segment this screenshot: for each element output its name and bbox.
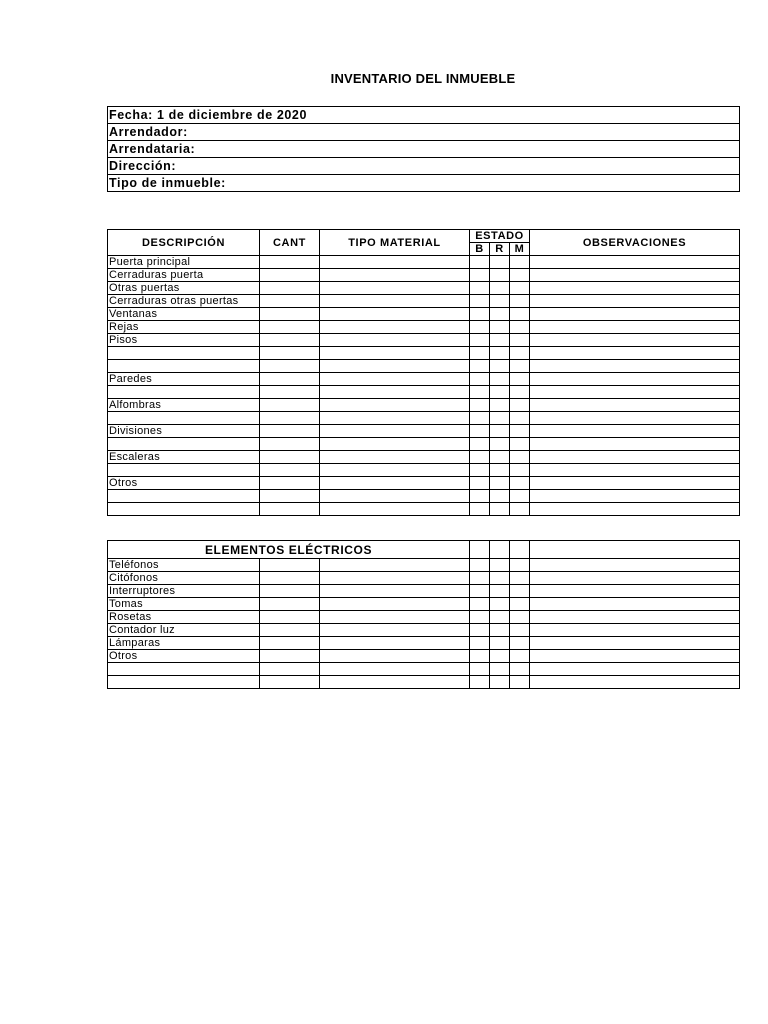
row-description: Teléfonos — [108, 559, 260, 572]
row-cant — [260, 360, 320, 373]
row-estado-m — [510, 650, 530, 663]
row-cant — [260, 663, 320, 676]
row-observaciones — [530, 295, 740, 308]
row-cant — [260, 425, 320, 438]
row-tipo-material — [320, 334, 470, 347]
row-cant — [260, 451, 320, 464]
row-tipo-material — [320, 663, 470, 676]
row-estado-b — [470, 438, 490, 451]
row-description — [108, 438, 260, 451]
table-row — [108, 386, 740, 399]
row-tipo-material — [320, 611, 470, 624]
row-observaciones — [530, 598, 740, 611]
row-estado-m — [510, 386, 530, 399]
row-observaciones — [530, 347, 740, 360]
row-estado-r — [490, 282, 510, 295]
row-observaciones — [530, 438, 740, 451]
row-description: Otros — [108, 477, 260, 490]
row-cant — [260, 269, 320, 282]
table-row — [108, 256, 740, 269]
row-cant — [260, 399, 320, 412]
row-tipo-material — [320, 295, 470, 308]
row-tipo-material — [320, 477, 470, 490]
row-observaciones — [530, 464, 740, 477]
row-estado-b — [470, 490, 490, 503]
table-row — [108, 559, 740, 572]
row-estado-r — [490, 559, 510, 572]
row-description: Pisos — [108, 334, 260, 347]
row-estado-m — [510, 373, 530, 386]
row-estado-b — [470, 611, 490, 624]
table-row — [108, 503, 740, 516]
header-descripcion: DESCRIPCIÓN — [108, 230, 260, 256]
header-cell — [510, 541, 530, 559]
header-cell — [530, 541, 740, 559]
row-estado-b — [470, 425, 490, 438]
row-estado-m — [510, 412, 530, 425]
row-tipo-material — [320, 438, 470, 451]
row-description: Rosetas — [108, 611, 260, 624]
row-estado-r — [490, 438, 510, 451]
row-description — [108, 360, 260, 373]
row-estado-m — [510, 572, 530, 585]
arrendataria-field: Arrendataria: — [108, 141, 740, 158]
table-row — [108, 624, 740, 637]
row-estado-r — [490, 490, 510, 503]
table-row — [108, 334, 740, 347]
row-estado-b — [470, 412, 490, 425]
row-estado-r — [490, 503, 510, 516]
table-row — [108, 650, 740, 663]
row-estado-m — [510, 321, 530, 334]
row-cant — [260, 438, 320, 451]
table-row — [108, 637, 740, 650]
header-estado: ESTADO — [470, 230, 530, 243]
row-observaciones — [530, 282, 740, 295]
row-observaciones — [530, 490, 740, 503]
row-tipo-material — [320, 503, 470, 516]
row-estado-b — [470, 637, 490, 650]
row-estado-r — [490, 572, 510, 585]
row-estado-b — [470, 399, 490, 412]
property-info-table — [107, 106, 740, 192]
header-observaciones: OBSERVACIONES — [530, 230, 740, 256]
row-description — [108, 386, 260, 399]
row-estado-m — [510, 438, 530, 451]
table-row — [108, 360, 740, 373]
row-estado-r — [490, 425, 510, 438]
row-estado-r — [490, 585, 510, 598]
row-tipo-material — [320, 412, 470, 425]
row-estado-m — [510, 360, 530, 373]
table-row — [108, 412, 740, 425]
row-tipo-material — [320, 360, 470, 373]
header-cell — [490, 541, 510, 559]
row-estado-b — [470, 559, 490, 572]
table-row — [108, 676, 740, 689]
row-estado-r — [490, 412, 510, 425]
row-observaciones — [530, 373, 740, 386]
table-row — [108, 451, 740, 464]
row-cant — [260, 650, 320, 663]
row-estado-r — [490, 295, 510, 308]
table-row — [108, 399, 740, 412]
row-estado-r — [490, 624, 510, 637]
row-estado-r — [490, 451, 510, 464]
table-row — [108, 663, 740, 676]
header-cant: CANT — [260, 230, 320, 256]
row-estado-r — [490, 321, 510, 334]
row-estado-b — [470, 676, 490, 689]
row-observaciones — [530, 386, 740, 399]
row-cant — [260, 624, 320, 637]
row-cant — [260, 334, 320, 347]
row-estado-b — [470, 624, 490, 637]
row-description: Rejas — [108, 321, 260, 334]
row-cant — [260, 490, 320, 503]
row-estado-m — [510, 477, 530, 490]
row-cant — [260, 598, 320, 611]
table-row — [108, 477, 740, 490]
row-tipo-material — [320, 321, 470, 334]
row-cant — [260, 295, 320, 308]
row-estado-m — [510, 256, 530, 269]
table-row — [108, 438, 740, 451]
row-estado-r — [490, 650, 510, 663]
row-observaciones — [530, 624, 740, 637]
row-tipo-material — [320, 559, 470, 572]
row-estado-m — [510, 347, 530, 360]
row-observaciones — [530, 663, 740, 676]
table-row — [108, 373, 740, 386]
row-observaciones — [530, 503, 740, 516]
row-description: Contador luz — [108, 624, 260, 637]
row-description: Paredes — [108, 373, 260, 386]
row-tipo-material — [320, 637, 470, 650]
row-estado-r — [490, 386, 510, 399]
row-estado-m — [510, 637, 530, 650]
row-estado-r — [490, 598, 510, 611]
row-estado-r — [490, 399, 510, 412]
row-estado-m — [510, 425, 530, 438]
row-tipo-material — [320, 624, 470, 637]
row-tipo-material — [320, 308, 470, 321]
row-tipo-material — [320, 425, 470, 438]
row-cant — [260, 282, 320, 295]
row-estado-b — [470, 572, 490, 585]
row-observaciones — [530, 425, 740, 438]
tipo-inmueble-field: Tipo de inmueble: — [108, 175, 740, 192]
row-estado-m — [510, 624, 530, 637]
header-tipo-material: TIPO MATERIAL — [320, 230, 470, 256]
row-estado-m — [510, 282, 530, 295]
row-cant — [260, 477, 320, 490]
table-row — [108, 308, 740, 321]
header-estado-b: B — [470, 243, 490, 256]
row-estado-r — [490, 269, 510, 282]
row-tipo-material — [320, 451, 470, 464]
row-estado-m — [510, 663, 530, 676]
arrendador-field: Arrendador: — [108, 124, 740, 141]
row-description: Otras puertas — [108, 282, 260, 295]
row-estado-m — [510, 611, 530, 624]
row-tipo-material — [320, 269, 470, 282]
row-estado-b — [470, 585, 490, 598]
row-tipo-material — [320, 676, 470, 689]
row-tipo-material — [320, 598, 470, 611]
row-estado-b — [470, 295, 490, 308]
row-estado-r — [490, 611, 510, 624]
row-description: Interruptores — [108, 585, 260, 598]
row-description — [108, 503, 260, 516]
row-description: Divisiones — [108, 425, 260, 438]
row-cant — [260, 637, 320, 650]
table-row — [108, 321, 740, 334]
row-description: Escaleras — [108, 451, 260, 464]
row-estado-b — [470, 598, 490, 611]
row-estado-m — [510, 503, 530, 516]
row-estado-m — [510, 676, 530, 689]
row-cant — [260, 412, 320, 425]
row-estado-m — [510, 464, 530, 477]
row-observaciones — [530, 412, 740, 425]
row-estado-m — [510, 598, 530, 611]
row-estado-m — [510, 269, 530, 282]
row-description: Cerraduras otras puertas — [108, 295, 260, 308]
row-estado-m — [510, 585, 530, 598]
header-estado-r: R — [490, 243, 510, 256]
table-row — [108, 347, 740, 360]
row-observaciones — [530, 650, 740, 663]
row-estado-r — [490, 347, 510, 360]
fecha-field: Fecha: 1 de diciembre de 2020 — [108, 107, 740, 124]
row-cant — [260, 559, 320, 572]
row-estado-r — [490, 360, 510, 373]
table-row — [108, 598, 740, 611]
row-description: Otros — [108, 650, 260, 663]
row-description: Tomas — [108, 598, 260, 611]
row-observaciones — [530, 559, 740, 572]
electrical-table — [107, 540, 740, 689]
row-estado-r — [490, 637, 510, 650]
row-estado-r — [490, 676, 510, 689]
row-estado-m — [510, 308, 530, 321]
row-observaciones — [530, 637, 740, 650]
row-tipo-material — [320, 464, 470, 477]
row-observaciones — [530, 256, 740, 269]
row-description — [108, 464, 260, 477]
row-estado-m — [510, 295, 530, 308]
row-tipo-material — [320, 347, 470, 360]
row-estado-b — [470, 334, 490, 347]
row-estado-b — [470, 503, 490, 516]
row-estado-r — [490, 464, 510, 477]
row-description: Alfombras — [108, 399, 260, 412]
row-tipo-material — [320, 373, 470, 386]
row-estado-r — [490, 256, 510, 269]
row-description: Citófonos — [108, 572, 260, 585]
row-estado-m — [510, 559, 530, 572]
row-tipo-material — [320, 490, 470, 503]
row-tipo-material — [320, 282, 470, 295]
row-estado-m — [510, 399, 530, 412]
row-observaciones — [530, 676, 740, 689]
row-observaciones — [530, 321, 740, 334]
row-estado-r — [490, 334, 510, 347]
row-estado-m — [510, 451, 530, 464]
row-description — [108, 663, 260, 676]
row-estado-b — [470, 347, 490, 360]
row-description — [108, 676, 260, 689]
row-estado-r — [490, 373, 510, 386]
row-tipo-material — [320, 650, 470, 663]
row-observaciones — [530, 477, 740, 490]
row-tipo-material — [320, 386, 470, 399]
row-cant — [260, 585, 320, 598]
row-tipo-material — [320, 585, 470, 598]
row-cant — [260, 464, 320, 477]
table-row — [108, 282, 740, 295]
row-description — [108, 347, 260, 360]
row-estado-b — [470, 269, 490, 282]
row-description — [108, 490, 260, 503]
row-estado-m — [510, 490, 530, 503]
header-cell — [470, 541, 490, 559]
row-observaciones — [530, 360, 740, 373]
row-description: Cerraduras puerta — [108, 269, 260, 282]
row-description: Lámparas — [108, 637, 260, 650]
table-row — [108, 611, 740, 624]
header-elementos-electricos: ELEMENTOS ELÉCTRICOS — [108, 541, 470, 559]
row-description — [108, 412, 260, 425]
row-estado-b — [470, 321, 490, 334]
row-cant — [260, 256, 320, 269]
row-cant — [260, 676, 320, 689]
row-estado-b — [470, 477, 490, 490]
row-tipo-material — [320, 572, 470, 585]
table-row — [108, 572, 740, 585]
row-estado-r — [490, 308, 510, 321]
row-estado-b — [470, 663, 490, 676]
row-observaciones — [530, 451, 740, 464]
row-cant — [260, 308, 320, 321]
row-observaciones — [530, 399, 740, 412]
document-title: INVENTARIO DEL INMUEBLE — [330, 71, 516, 86]
row-observaciones — [530, 585, 740, 598]
table-row — [108, 464, 740, 477]
row-observaciones — [530, 572, 740, 585]
table-row — [108, 585, 740, 598]
row-estado-r — [490, 663, 510, 676]
row-cant — [260, 386, 320, 399]
row-estado-r — [490, 477, 510, 490]
direccion-field: Dirección: — [108, 158, 740, 175]
row-tipo-material — [320, 399, 470, 412]
table-row — [108, 425, 740, 438]
row-observaciones — [530, 611, 740, 624]
row-estado-b — [470, 360, 490, 373]
row-cant — [260, 611, 320, 624]
row-cant — [260, 321, 320, 334]
row-estado-b — [470, 464, 490, 477]
inventory-table — [107, 229, 740, 516]
row-description: Ventanas — [108, 308, 260, 321]
row-estado-b — [470, 650, 490, 663]
row-estado-m — [510, 334, 530, 347]
table-row — [108, 295, 740, 308]
row-estado-b — [470, 386, 490, 399]
row-observaciones — [530, 269, 740, 282]
table-row — [108, 490, 740, 503]
row-cant — [260, 347, 320, 360]
row-estado-b — [470, 282, 490, 295]
row-tipo-material — [320, 256, 470, 269]
row-cant — [260, 572, 320, 585]
table-row — [108, 269, 740, 282]
header-estado-m: M — [510, 243, 530, 256]
row-cant — [260, 373, 320, 386]
row-estado-b — [470, 256, 490, 269]
row-estado-b — [470, 451, 490, 464]
row-cant — [260, 503, 320, 516]
row-estado-b — [470, 308, 490, 321]
row-description: Puerta principal — [108, 256, 260, 269]
row-observaciones — [530, 334, 740, 347]
row-observaciones — [530, 308, 740, 321]
row-estado-b — [470, 373, 490, 386]
